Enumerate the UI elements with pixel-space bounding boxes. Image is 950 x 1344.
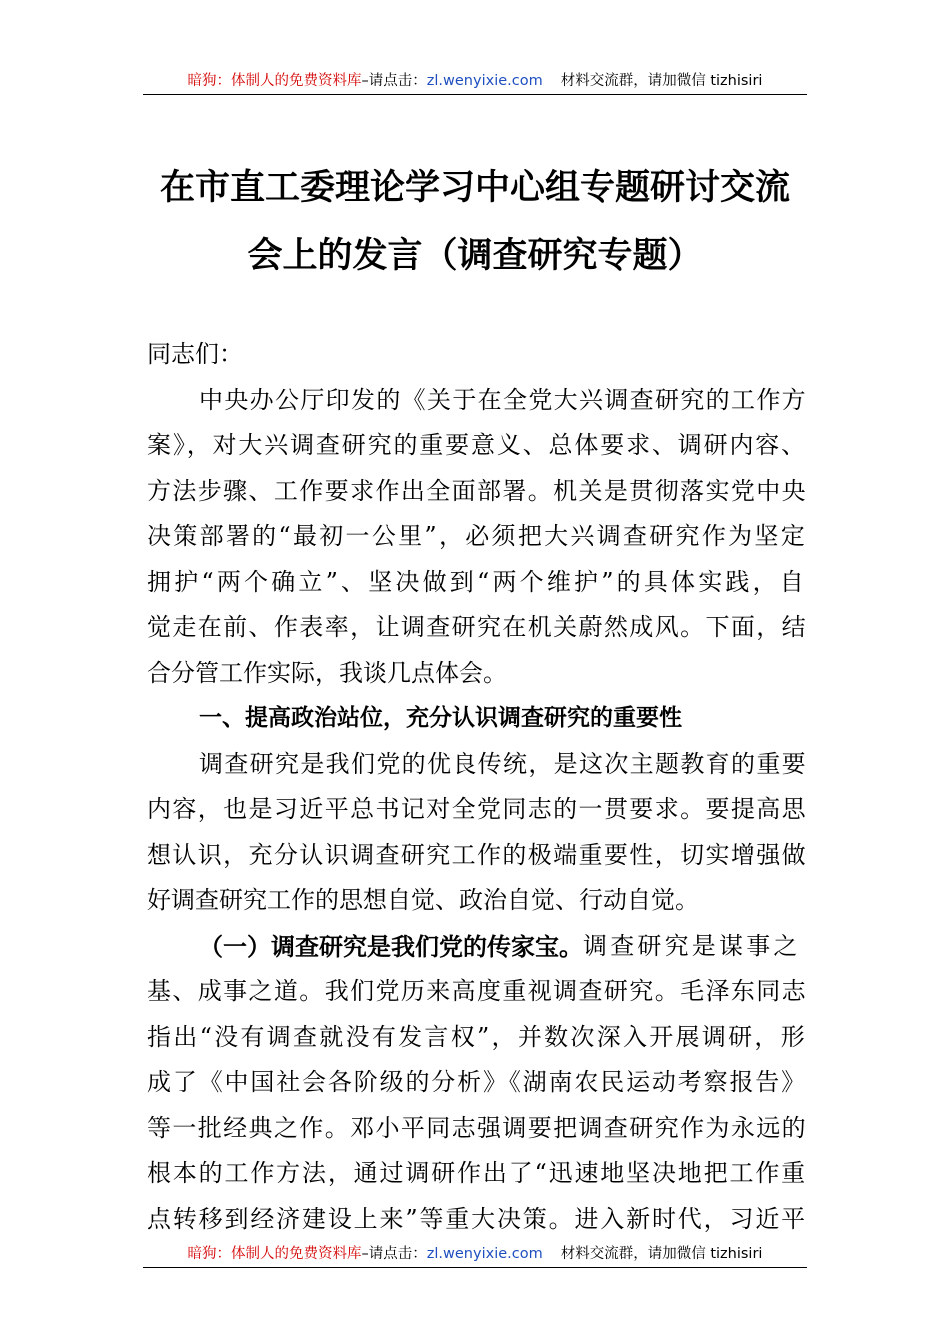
paragraph-3-first-line xyxy=(147,924,807,970)
text-line xyxy=(147,378,807,424)
text-line xyxy=(147,469,807,515)
text-line xyxy=(147,1197,807,1243)
text-line xyxy=(147,1015,807,1061)
text-line xyxy=(147,514,807,560)
text-line-content: 调查研究是我们党的优良传统，是这次主题教育的重要 xyxy=(199,749,807,778)
text-line-content: 觉走在前、作表率，让调查研究在机关蔚然成风。下面，结 xyxy=(147,613,807,641)
text-line-content: 拥护“两个确立”、坚决做到“两个维护”的具体实践，自 xyxy=(147,567,807,596)
document-body xyxy=(147,332,807,1242)
text-line-content: 点转移到经济建设上来”等重大决策。进入新时代，习近平 xyxy=(147,1204,807,1233)
text-line xyxy=(147,878,807,924)
banner-url-link[interactable]: zl.wenyixie.com xyxy=(426,73,543,89)
salutation-text: 同志们： xyxy=(147,340,243,368)
text-line-content: 根本的工作方法，通过调研作出了“迅速地坚决地把工作重 xyxy=(147,1159,807,1187)
text-line xyxy=(147,969,807,1015)
text-line-content: 决策部署的“最初一公里”，必须把大兴调查研究作为坚定 xyxy=(147,522,807,550)
text-line xyxy=(147,1151,807,1197)
text-line-content: 指出“没有调查就没有发言权”，并数次深入开展调研，形 xyxy=(147,1022,807,1051)
banner-wechat-note: 材料交流群，请加微信 tizhisiri xyxy=(560,73,763,89)
text-line xyxy=(147,605,807,651)
text-line xyxy=(147,833,807,879)
document-title-line-2: 会上的发言（调查研究专题） xyxy=(247,235,703,276)
paragraph-1 xyxy=(147,378,807,697)
text-line-content: 好调查研究工作的思想自觉、政治自觉、行动自觉。 xyxy=(147,886,699,914)
text-line-content: 中央办公厅印发的《关于在全党大兴调查研究的工作方 xyxy=(199,385,807,414)
text-line-content: 基、成事之道。我们党历来高度重视调查研究。毛泽东同志 xyxy=(147,977,807,1005)
text-line xyxy=(147,742,807,788)
paragraph-3 xyxy=(147,969,807,1242)
salutation xyxy=(147,332,807,378)
text-line-content: 案》，对大兴调查研究的重要意义、总体要求、调研内容、 xyxy=(147,431,807,459)
text-line xyxy=(147,423,807,469)
paragraph-2 xyxy=(147,742,807,924)
section-heading-1-text: 一、提高政治站位，充分认识调查研究的重要性 xyxy=(199,705,682,731)
text-line-content: 想认识，充分认识调查研究工作的极端重要性，切实增强做 xyxy=(147,840,807,869)
document-title-line-1: 在市直工委理论学习中心组专题研讨交流 xyxy=(159,167,790,208)
text-line-content: 内容，也是习近平总书记对全党同志的一贯要求。要提高思 xyxy=(147,795,807,823)
text-line-content: 合分管工作实际，我谈几点体会。 xyxy=(147,658,507,687)
text-line xyxy=(147,1060,807,1106)
text-line xyxy=(147,560,807,606)
text-line xyxy=(147,651,807,697)
footer-site-name: 暗狗：体制人的免费资料库 xyxy=(187,1246,362,1262)
banner-site-name: 暗狗：体制人的免费资料库 xyxy=(187,73,362,89)
text-line xyxy=(147,1106,807,1152)
text-line xyxy=(147,787,807,833)
banner-click-prompt: –请点击： xyxy=(361,73,427,89)
footer-wechat-note: 材料交流群，请加微信 tizhisiri xyxy=(560,1246,763,1262)
section-heading-1 xyxy=(147,696,807,742)
paragraph-3-first-rest: 调查研究是谋事之 xyxy=(583,931,801,960)
header-banner xyxy=(143,68,807,95)
text-line-content: 等一批经典之作。邓小平同志强调要把调查研究作为永远的 xyxy=(147,1113,807,1142)
footer-banner xyxy=(143,1241,807,1268)
footer-url-link[interactable]: zl.wenyixie.com xyxy=(426,1246,543,1262)
text-line-content: 成了《中国社会各阶级的分析》《湖南农民运动考察报告》 xyxy=(147,1068,807,1096)
footer-click-prompt: –请点击： xyxy=(361,1246,427,1262)
subsection-lead: （一）调查研究是我们党的传家宝。 xyxy=(199,931,583,961)
text-line-content: 方法步骤、工作要求作出全面部署。机关是贯彻落实党中央 xyxy=(147,476,807,505)
